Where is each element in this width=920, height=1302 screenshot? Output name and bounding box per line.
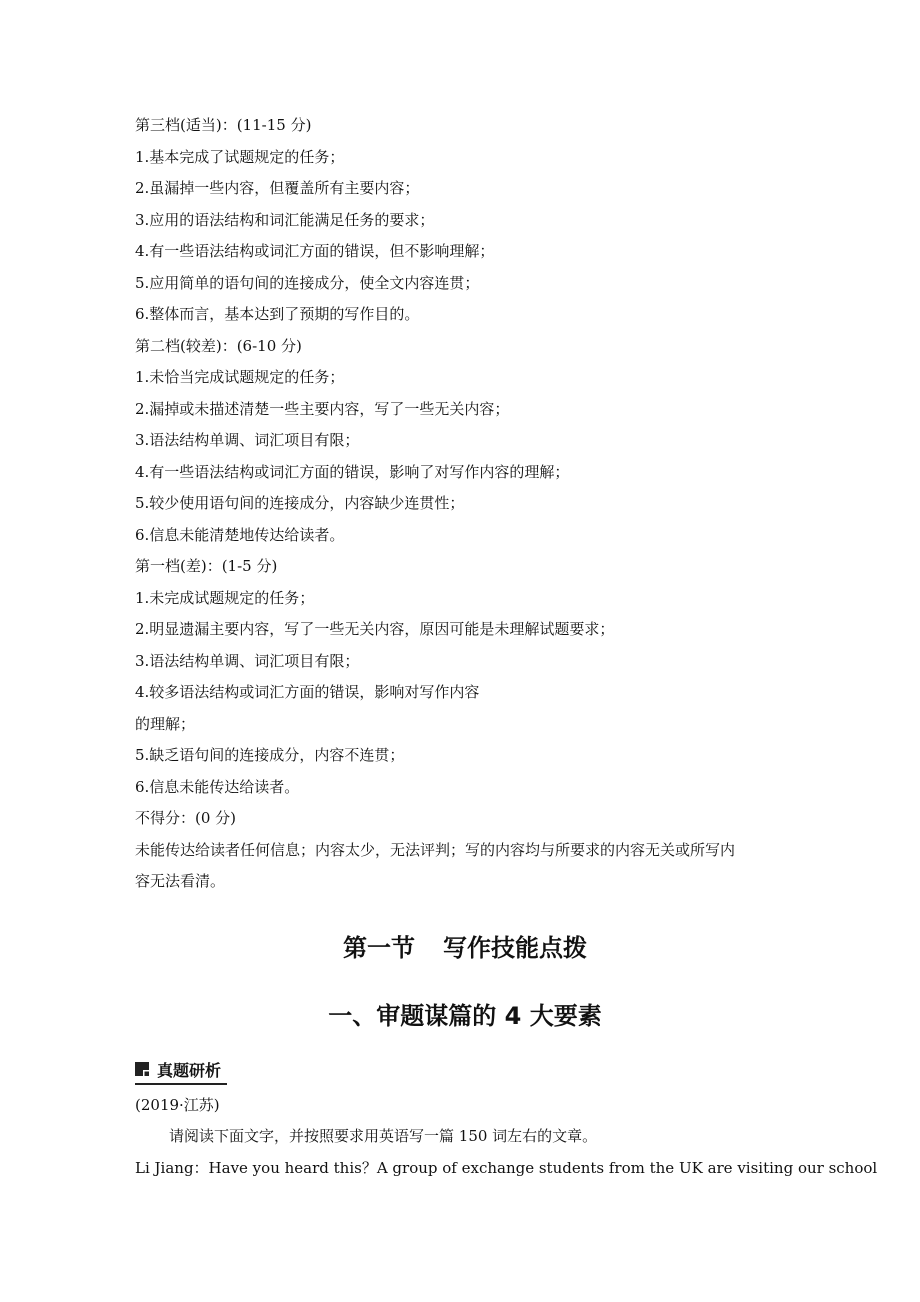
grade1-heading: 第一档(差)：(1-5 分) — [135, 557, 278, 575]
grade0-description-line-1: 未能传达给读者任何信息；内容太少，无法评判；写的内容均与所要求的内容无关或所写内 — [135, 840, 736, 859]
grade1-item-4: 4.较多语法结构或词汇方面的错误，影响对写作内容 — [135, 683, 480, 701]
study-label-row — [135, 1058, 795, 1084]
section-title — [135, 928, 795, 968]
grade3-block — [135, 110, 795, 331]
grade3-item-4: 4.有一些语法结构或词汇方面的错误，但不影响理解； — [135, 242, 495, 260]
grade2-item-6: 6.信息未能清楚地传达给读者。 — [135, 525, 345, 544]
grade1-item-2: 2.明显遗漏主要内容，写了一些无关内容，原因可能是未理解试题要求； — [135, 620, 615, 638]
study-label-text: 真题研析 — [157, 1060, 222, 1080]
grade1-item-5: 5.缺乏语句间的连接成分，内容不连贯； — [135, 746, 405, 764]
grade3-item-5: 5.应用简单的语句间的连接成分，使全文内容连贯； — [135, 273, 480, 292]
grade2-item-4: 4.有一些语法结构或词汇方面的错误，影响了对写作内容的理解； — [135, 462, 570, 481]
study-instruction: 请阅读下面文字，并按照要求用英语写一篇 150 词左右的文章。 — [169, 1127, 598, 1145]
grade2-item-2: 2.漏掉或未描述清楚一些主要内容，写了一些无关内容； — [135, 399, 510, 418]
grade2-item-3: 3.语法结构单调、词汇项目有限； — [135, 431, 360, 449]
study-dialogue-line: Li Jiang：Have you heard this？A group of exchange students from the UK are visiting our school — [135, 1158, 878, 1177]
section-title-text: 写作技能点拨 — [443, 933, 587, 962]
corner-square-icon — [135, 1062, 149, 1076]
grade1-block — [135, 551, 795, 803]
grade3-item-2: 2.虽漏掉一些内容，但覆盖所有主要内容； — [135, 179, 420, 197]
document-content — [135, 110, 878, 1184]
grade0-heading: 不得分：(0 分) — [135, 809, 237, 827]
grade3-item-6: 6.整体而言，基本达到了预期的写作目的。 — [135, 305, 420, 323]
grade3-item-3: 3.应用的语法结构和词汇能满足任务的要求； — [135, 210, 435, 229]
grade1-item-3: 3.语法结构单调、词汇项目有限； — [135, 651, 360, 670]
grade1-item-6: 6.信息未能传达给读者。 — [135, 777, 300, 796]
grade2-heading: 第二档(较差)：(6-10 分) — [135, 336, 302, 355]
section-title-number: 第一节 — [343, 933, 415, 962]
grade1-item-4-continued: 的理解； — [135, 714, 196, 733]
study-source: (2019·江苏) — [135, 1095, 220, 1114]
study-label — [135, 1058, 227, 1085]
grade2-item-5: 5.较少使用语句间的连接成分，内容缺少连贯性； — [135, 494, 465, 512]
grade3-heading: 第三档(适当)：(11-15 分) — [135, 116, 312, 134]
subsection-title: 一、审题谋篇的 4 大要素 — [328, 1001, 602, 1030]
grade0-block — [135, 803, 795, 898]
grade1-item-1: 1.未完成试题规定的任务； — [135, 588, 315, 607]
grade0-description-line-2: 容无法看清。 — [135, 872, 226, 890]
grade2-block — [135, 331, 795, 552]
grade3-item-1: 1.基本完成了试题规定的任务； — [135, 147, 345, 166]
grade2-item-1: 1.未恰当完成试题规定的任务； — [135, 368, 345, 386]
